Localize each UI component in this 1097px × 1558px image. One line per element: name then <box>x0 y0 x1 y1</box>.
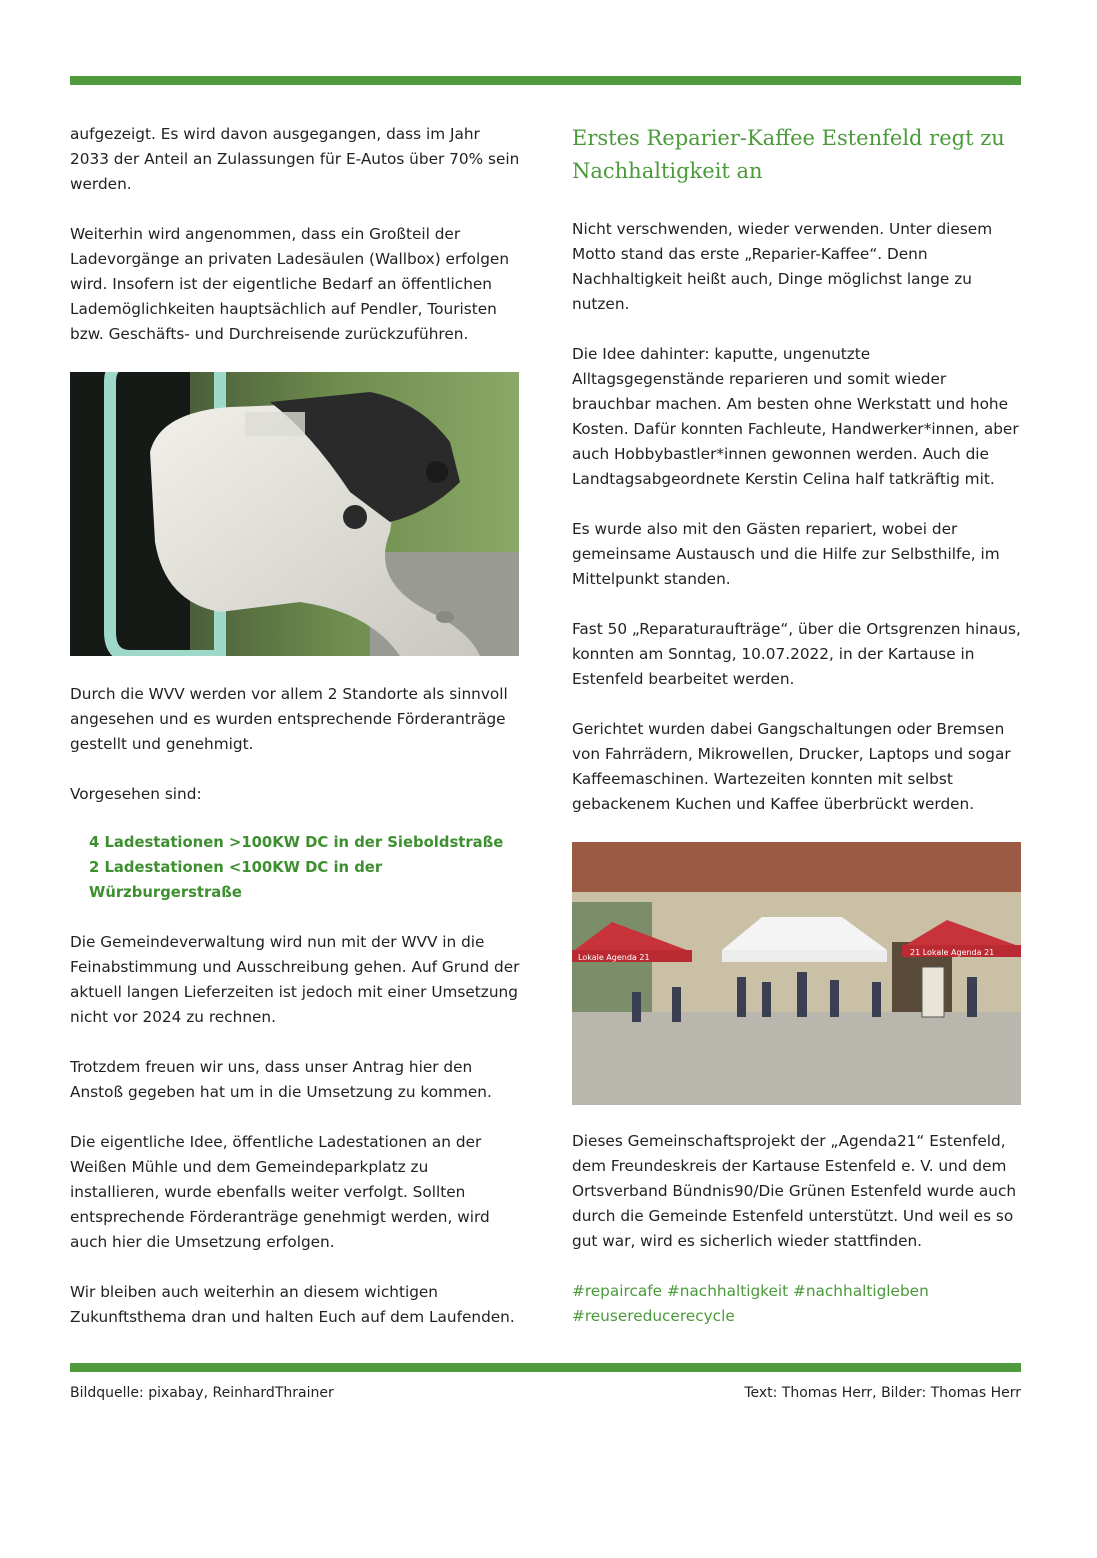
left-paragraph-4: Vorgesehen sind: <box>70 785 202 803</box>
hashtags[interactable]: #repaircafe #nachhaltigkeit #nachhaltigleben #reusereducerecycle <box>572 1282 929 1325</box>
right-paragraph-4: Fast 50 „Reparaturaufträge“, über die Ortsgrenzen hinaus, konnten am Sonntag, 10.07.2022, in der Kartause in Estenfeld bearbeitet werden. <box>572 620 1021 688</box>
left-paragraph-5: Die Gemeindeverwaltung wird nun mit der WVV in die Feinabstimmung und Ausschreibung gehen. Auf Grund der aktuell langen Lieferzeiten ist jedoch mit einer Umsetzung nicht vor 2024 zu rechnen. <box>70 933 520 1026</box>
left-paragraph-7: Die eigentliche Idee, öffentliche Ladestationen an der Weißen Mühle und dem Gemeindeparkplatz zu installieren, wurde ebenfalls weiter verfolgt. Sollten entsprechende Förderanträge genehmigt werden, wird auch hier die Umsetzung erfolgen. <box>70 1133 490 1251</box>
left-paragraph-8: Wir bleiben auch weiterhin an diesem wichtigen Zukunftsthema dran und halten Euch auf dem Laufenden. <box>70 1283 515 1326</box>
right-column <box>572 122 1022 1329</box>
charging-station-list <box>89 830 520 905</box>
tent-label-left: Lokale Agenda 21 <box>578 953 650 962</box>
left-paragraph-2: Weiterhin wird angenommen, dass ein Großteil der Ladevorgänge an privaten Ladesäulen (Wallbox) erfolgen wird. Insofern ist der eigentliche Bedarf an öffentlichen Lademöglichkeiten hauptsächlich auf Pendler, Touristen bzw. Geschäfts- und Durchreisende zurückzuführen. <box>70 225 510 343</box>
bottom-rule <box>70 1363 1021 1372</box>
right-paragraph-1: Nicht verschwenden, wieder verwenden. Unter diesem Motto stand das erste „Reparier-Kaffee“. Denn Nachhaltigkeit heißt auch, Dinge möglichst lange zu nutzen. <box>572 220 993 313</box>
tent-label-right: 21 Lokale Agenda 21 <box>910 948 995 957</box>
charging-plug-photo <box>70 372 519 656</box>
top-rule <box>70 76 1021 85</box>
right-paragraph-6: Dieses Gemeinschaftsprojekt der „Agenda21“ Estenfeld, dem Freundeskreis der Kartause Estenfeld e. V. und dem Ortsverband Bündnis90/Die Grünen Estenfeld wurde auch durch die Gemeinde Estenfeld unterstützt. Und weil es so gut war, wird es sicherlich wieder stattfinden. <box>572 1132 1017 1250</box>
list-item: 4 Ladestationen >100KW DC in der Sieboldstraße <box>89 834 504 851</box>
right-paragraph-5: Gerichtet wurden dabei Gangschaltungen oder Bremsen von Fahrrädern, Mikrowellen, Drucker, Laptops und sogar Kaffeemaschinen. Wartezeiten konnten mit selbst gebackenem Kuchen und Kaffee überbrückt werden. <box>572 720 1011 813</box>
right-paragraph-2: Die Idee dahinter: kaputte, ungenutzte Alltagsgegenstände reparieren und somit wieder brauchbar machen. Am besten ohne Werkstatt und hohe Kosten. Dafür konnten Fachleute, Handwerker*innen, aber auch Hobbybastler*innen gewonnen werden. Auch die Landtagsabgeordnete Kerstin Celina half tatkräftig mit. <box>572 345 1019 488</box>
left-paragraph-1: aufgezeigt. Es wird davon ausgegangen, dass im Jahr 2033 der Anteil an Zulassungen für E-Autos über 70% sein werden. <box>70 125 520 193</box>
repair-cafe-photo <box>572 842 1021 1105</box>
left-paragraph-3: Durch die WVV werden vor allem 2 Standorte als sinnvoll angesehen und es wurden entsprechende Förderanträge gestellt und genehmigt. <box>70 685 508 753</box>
right-paragraph-3: Es wurde also mit den Gästen repariert, wobei der gemeinsame Austausch und die Hilfe zur Selbsthilfe, im Mittelpunkt standen. <box>572 520 1000 588</box>
author-credit: Text: Thomas Herr, Bilder: Thomas Herr <box>744 1385 1021 1401</box>
left-column <box>70 122 520 1355</box>
list-item: 2 Ladestationen <100KW DC in der Würzburgerstraße <box>89 859 383 901</box>
article-headline: Erstes Reparier-Kaffee Estenfeld regt zu Nachhaltigkeit an <box>572 126 1005 183</box>
image-source-credit: Bildquelle: pixabay, ReinhardThrainer <box>70 1385 334 1401</box>
left-paragraph-6: Trotzdem freuen wir uns, dass unser Antrag hier den Anstoß gegeben hat um in die Umsetzung zu kommen. <box>70 1058 492 1101</box>
